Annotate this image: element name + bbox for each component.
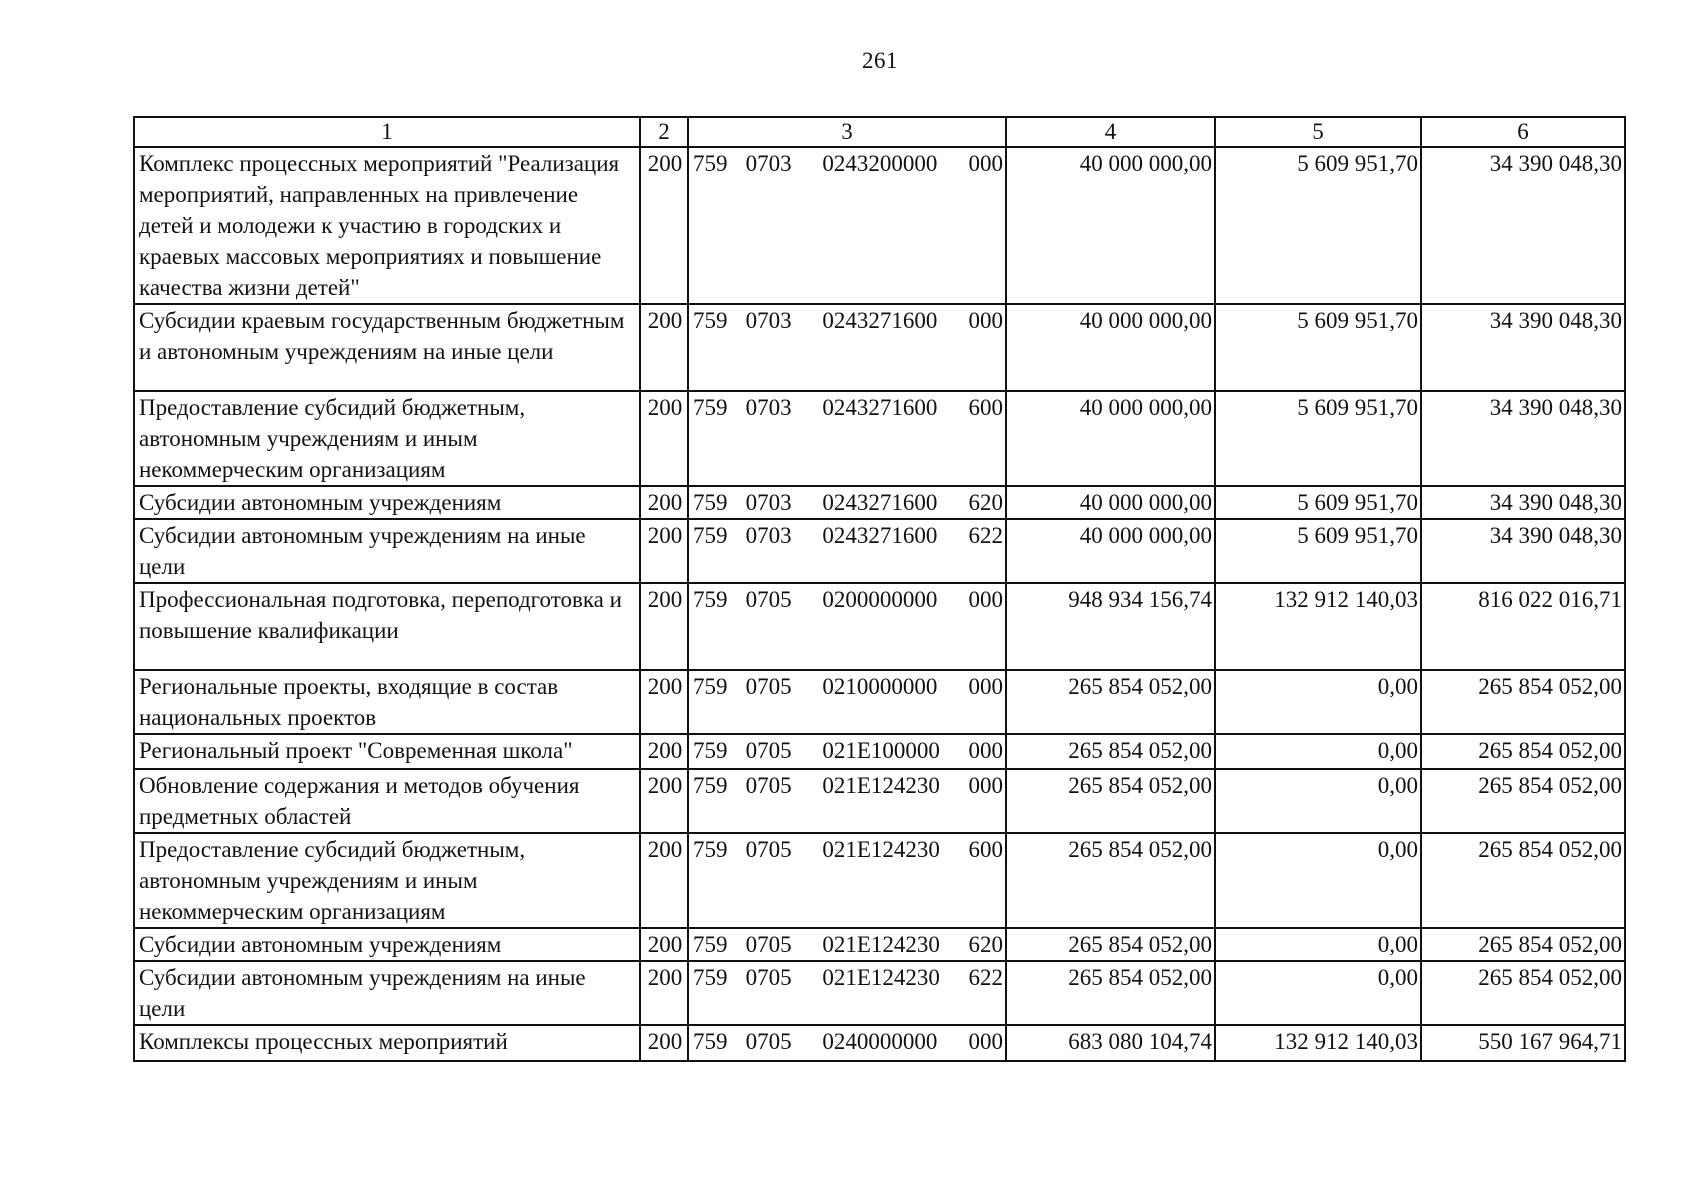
dept-code: 759 — [693, 587, 728, 612]
column-header-6: 6 — [1421, 117, 1625, 147]
target-article-code: 021E124230 — [822, 965, 940, 990]
row-value-5: 0,00 — [1215, 833, 1421, 928]
row-code-2: 200 — [640, 519, 688, 583]
row-value-6: 34 390 048,30 — [1421, 486, 1625, 519]
column-header-5: 5 — [1215, 117, 1421, 147]
row-value-6: 550 167 964,71 — [1421, 1025, 1625, 1061]
dept-code: 759 — [693, 490, 728, 515]
expense-type-code: 000 — [968, 151, 1003, 176]
table-row — [134, 928, 1625, 961]
expense-type-code: 000 — [968, 1029, 1003, 1054]
row-value-4: 40 000 000,00 — [1006, 147, 1215, 304]
table-row — [134, 391, 1625, 486]
row-name: Предоставление субсидий бюджетным, автономным учреждениям и иным некоммерческим организациям — [134, 391, 640, 486]
row-code-3 — [688, 486, 1006, 519]
column-header-4: 4 — [1006, 117, 1215, 147]
row-name: Субсидии автономным учреждениям — [134, 486, 640, 519]
row-value-5: 5 609 951,70 — [1215, 391, 1421, 486]
expense-type-code: 620 — [968, 932, 1003, 957]
row-value-4: 265 854 052,00 — [1006, 670, 1215, 734]
row-value-4: 265 854 052,00 — [1006, 734, 1215, 769]
section-code: 0703 — [745, 308, 792, 333]
row-value-5: 0,00 — [1215, 769, 1421, 833]
row-name: Комплекс процессных мероприятий "Реализация мероприятий, направленных на привлечение детей и молодежи к участию в городских и краевых массовых мероприятиях и повышение качества жизни детей" — [134, 147, 640, 304]
row-code-2: 200 — [640, 304, 688, 391]
row-value-4: 265 854 052,00 — [1006, 961, 1215, 1025]
row-code-2: 200 — [640, 391, 688, 486]
expense-type-code: 000 — [968, 674, 1003, 699]
row-code-3 — [688, 928, 1006, 961]
column-header-2: 2 — [640, 117, 688, 147]
section-code: 0705 — [745, 1029, 792, 1054]
dept-code: 759 — [693, 837, 728, 862]
dept-code: 759 — [693, 151, 728, 176]
expense-type-code: 600 — [968, 837, 1003, 862]
row-value-6: 34 390 048,30 — [1421, 391, 1625, 486]
table-row — [134, 769, 1625, 833]
classification-code — [693, 770, 1003, 801]
row-code-2: 200 — [640, 486, 688, 519]
dept-code: 759 — [693, 1029, 728, 1054]
row-code-2: 200 — [640, 769, 688, 833]
row-code-3 — [688, 391, 1006, 486]
section-code: 0703 — [745, 395, 792, 420]
row-value-6: 34 390 048,30 — [1421, 304, 1625, 391]
row-code-3 — [688, 583, 1006, 670]
row-code-2: 200 — [640, 928, 688, 961]
budget-table — [133, 116, 1626, 1062]
expense-type-code: 000 — [968, 587, 1003, 612]
dept-code: 759 — [693, 395, 728, 420]
expense-type-code: 000 — [968, 308, 1003, 333]
row-value-6: 265 854 052,00 — [1421, 928, 1625, 961]
section-code: 0705 — [745, 837, 792, 862]
classification-code — [693, 834, 1003, 865]
row-name: Комплексы процессных мероприятий — [134, 1025, 640, 1061]
target-article-code: 021E124230 — [822, 837, 940, 862]
row-code-3 — [688, 670, 1006, 734]
row-code-3 — [688, 961, 1006, 1025]
row-value-6: 34 390 048,30 — [1421, 147, 1625, 304]
classification-code — [693, 584, 1003, 615]
row-value-5: 132 912 140,03 — [1215, 1025, 1421, 1061]
row-value-6: 816 022 016,71 — [1421, 583, 1625, 670]
target-article-code: 0243271600 — [822, 490, 938, 515]
classification-code — [693, 487, 1003, 518]
row-value-5: 0,00 — [1215, 734, 1421, 769]
row-name: Предоставление субсидий бюджетным, автономным учреждениям и иным некоммерческим организациям — [134, 833, 640, 928]
header-row — [134, 117, 1625, 147]
expense-type-code: 000 — [968, 773, 1003, 798]
dept-code: 759 — [693, 932, 728, 957]
row-value-5: 5 609 951,70 — [1215, 304, 1421, 391]
row-value-4: 683 080 104,74 — [1006, 1025, 1215, 1061]
section-code: 0705 — [745, 587, 792, 612]
row-value-5: 5 609 951,70 — [1215, 147, 1421, 304]
target-article-code: 0210000000 — [822, 674, 938, 699]
row-code-3 — [688, 147, 1006, 304]
target-article-code: 0200000000 — [822, 587, 938, 612]
row-value-6: 265 854 052,00 — [1421, 734, 1625, 769]
dept-code: 759 — [693, 773, 728, 798]
row-value-4: 40 000 000,00 — [1006, 304, 1215, 391]
target-article-code: 0243271600 — [822, 523, 938, 548]
row-name: Субсидии автономным учреждениям — [134, 928, 640, 961]
table-row — [134, 1025, 1625, 1061]
row-code-2: 200 — [640, 670, 688, 734]
row-name: Региональные проекты, входящие в состав национальных проектов — [134, 670, 640, 734]
row-code-2: 200 — [640, 734, 688, 769]
target-article-code: 0243200000 — [822, 151, 938, 176]
row-code-2: 200 — [640, 583, 688, 670]
row-code-2: 200 — [640, 147, 688, 304]
row-name: Профессиональная подготовка, переподготовка и повышение квалификации — [134, 583, 640, 670]
classification-code — [693, 148, 1003, 179]
section-code: 0705 — [745, 773, 792, 798]
dept-code: 759 — [693, 674, 728, 699]
row-name: Субсидии автономным учреждениям на иные цели — [134, 961, 640, 1025]
dept-code: 759 — [693, 308, 728, 333]
page-number: 261 — [862, 48, 898, 73]
column-header-3: 3 — [688, 117, 1006, 147]
row-code-2: 200 — [640, 833, 688, 928]
dept-code: 759 — [693, 738, 728, 763]
section-code: 0705 — [745, 932, 792, 957]
classification-code — [693, 962, 1003, 993]
row-value-4: 265 854 052,00 — [1006, 769, 1215, 833]
expense-type-code: 622 — [968, 965, 1003, 990]
table-row — [134, 583, 1625, 670]
expense-type-code: 622 — [968, 523, 1003, 548]
row-value-4: 40 000 000,00 — [1006, 519, 1215, 583]
section-code: 0705 — [745, 674, 792, 699]
column-header-1: 1 — [134, 117, 640, 147]
row-value-6: 265 854 052,00 — [1421, 833, 1625, 928]
row-name: Субсидии краевым государственным бюджетным и автономным учреждениям на иные цели — [134, 304, 640, 391]
row-code-3 — [688, 1025, 1006, 1061]
classification-code — [693, 392, 1003, 423]
section-code: 0705 — [745, 965, 792, 990]
table-row — [134, 147, 1625, 304]
row-value-6: 265 854 052,00 — [1421, 961, 1625, 1025]
table-body — [134, 147, 1625, 1061]
row-value-4: 40 000 000,00 — [1006, 391, 1215, 486]
table-row — [134, 304, 1625, 391]
dept-code: 759 — [693, 523, 728, 548]
target-article-code: 0243271600 — [822, 395, 938, 420]
section-code: 0703 — [745, 151, 792, 176]
target-article-code: 021E124230 — [822, 932, 940, 957]
row-name: Субсидии автономным учреждениям на иные цели — [134, 519, 640, 583]
row-value-5: 0,00 — [1215, 670, 1421, 734]
dept-code: 759 — [693, 965, 728, 990]
expense-type-code: 620 — [968, 490, 1003, 515]
row-name: Региональный проект "Современная школа" — [134, 734, 640, 769]
table-row — [134, 833, 1625, 928]
row-value-5: 0,00 — [1215, 961, 1421, 1025]
row-value-4: 265 854 052,00 — [1006, 928, 1215, 961]
target-article-code: 021E124230 — [822, 773, 940, 798]
classification-code — [693, 1026, 1003, 1057]
table-row — [134, 519, 1625, 583]
row-code-2: 200 — [640, 1025, 688, 1061]
row-value-4: 265 854 052,00 — [1006, 833, 1215, 928]
row-code-3 — [688, 304, 1006, 391]
expense-type-code: 600 — [968, 395, 1003, 420]
table-row — [134, 734, 1625, 769]
row-value-5: 5 609 951,70 — [1215, 519, 1421, 583]
row-value-6: 265 854 052,00 — [1421, 769, 1625, 833]
table-row — [134, 670, 1625, 734]
classification-code — [693, 735, 1003, 766]
row-name: Обновление содержания и методов обучения предметных областей — [134, 769, 640, 833]
row-value-4: 948 934 156,74 — [1006, 583, 1215, 670]
expense-type-code: 000 — [968, 738, 1003, 763]
row-code-3 — [688, 833, 1006, 928]
classification-code — [693, 671, 1003, 702]
row-code-3 — [688, 769, 1006, 833]
table-row — [134, 961, 1625, 1025]
row-value-5: 132 912 140,03 — [1215, 583, 1421, 670]
section-code: 0703 — [745, 490, 792, 515]
row-code-3 — [688, 519, 1006, 583]
row-code-2: 200 — [640, 961, 688, 1025]
target-article-code: 0240000000 — [822, 1029, 938, 1054]
classification-code — [693, 305, 1003, 336]
row-value-4: 40 000 000,00 — [1006, 486, 1215, 519]
classification-code — [693, 520, 1003, 551]
classification-code — [693, 929, 1003, 960]
row-code-3 — [688, 734, 1006, 769]
section-code: 0703 — [745, 523, 792, 548]
row-value-5: 0,00 — [1215, 928, 1421, 961]
target-article-code: 0243271600 — [822, 308, 938, 333]
target-article-code: 021E100000 — [822, 738, 940, 763]
section-code: 0705 — [745, 738, 792, 763]
table-row — [134, 486, 1625, 519]
row-value-5: 5 609 951,70 — [1215, 486, 1421, 519]
row-value-6: 34 390 048,30 — [1421, 519, 1625, 583]
row-value-6: 265 854 052,00 — [1421, 670, 1625, 734]
